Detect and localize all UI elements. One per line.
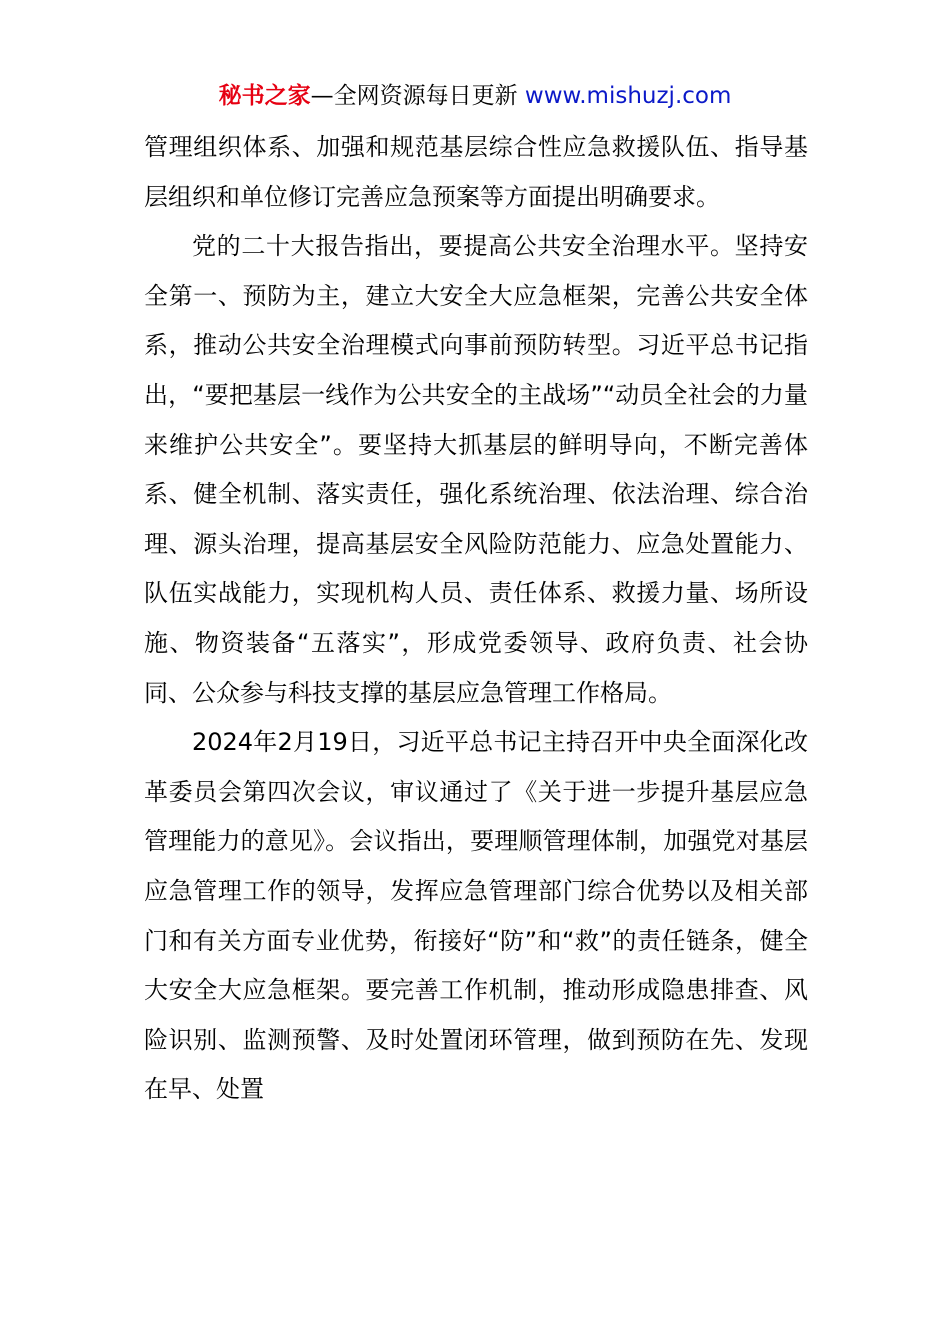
paragraph: 党的二十大报告指出，要提高公共安全治理水平。坚持安全第一、预防为主，建立大安全大应急框架，完善公共安全体系，推动公共安全治理模式向事前预防转型。习近平总书记指出，“要把基层一线作为公共安全的主战场”“动员全社会的力量来维护公共安全”。要坚持大抓基层的鲜明导向，不断完善体系、健全机制、落实责任，强化系统治理、依法治理、综合治理、源头治理，提高基层安全风险防范能力、应急处置能力、队伍实战能力，实现机构人员、责任体系、救援力量、场所设施、物资装备“五落实”，形成党委领导、政府负责、社会协同、公众参与科技支撑的基层应急管理工作格局。 xyxy=(144,232,808,707)
site-tagline: —全网资源每日更新 xyxy=(310,83,518,109)
paragraph: 2024年2月19日，习近平总书记主持召开中央全面深化改革委员会第四次会议，审议通过了《关于进一步提升基层应急管理能力的意见》。会议指出，要理顺管理体制，加强党对基层应急管理工作的领导，发挥应急管理部门综合优势以及相关部门和有关方面专业优势，衔接好“防”和“救”的责任链条，健全大安全大应急框架。要完善工作机制，推动形成隐患排查、风险识别、监测预警、及时处置闭环管理，做到预防在先、发现在早、处置 xyxy=(144,728,808,1104)
paragraph-continued: 管理组织体系、加强和规范基层综合性应急救援队伍、指导基层组织和单位修订完善应急预案等方面提出明确要求。 xyxy=(144,133,808,211)
site-url-link[interactable]: www.mishuzj.com xyxy=(524,83,732,109)
document-body xyxy=(144,123,808,1115)
site-brand: 秘书之家 xyxy=(218,83,311,109)
site-header xyxy=(0,80,950,112)
